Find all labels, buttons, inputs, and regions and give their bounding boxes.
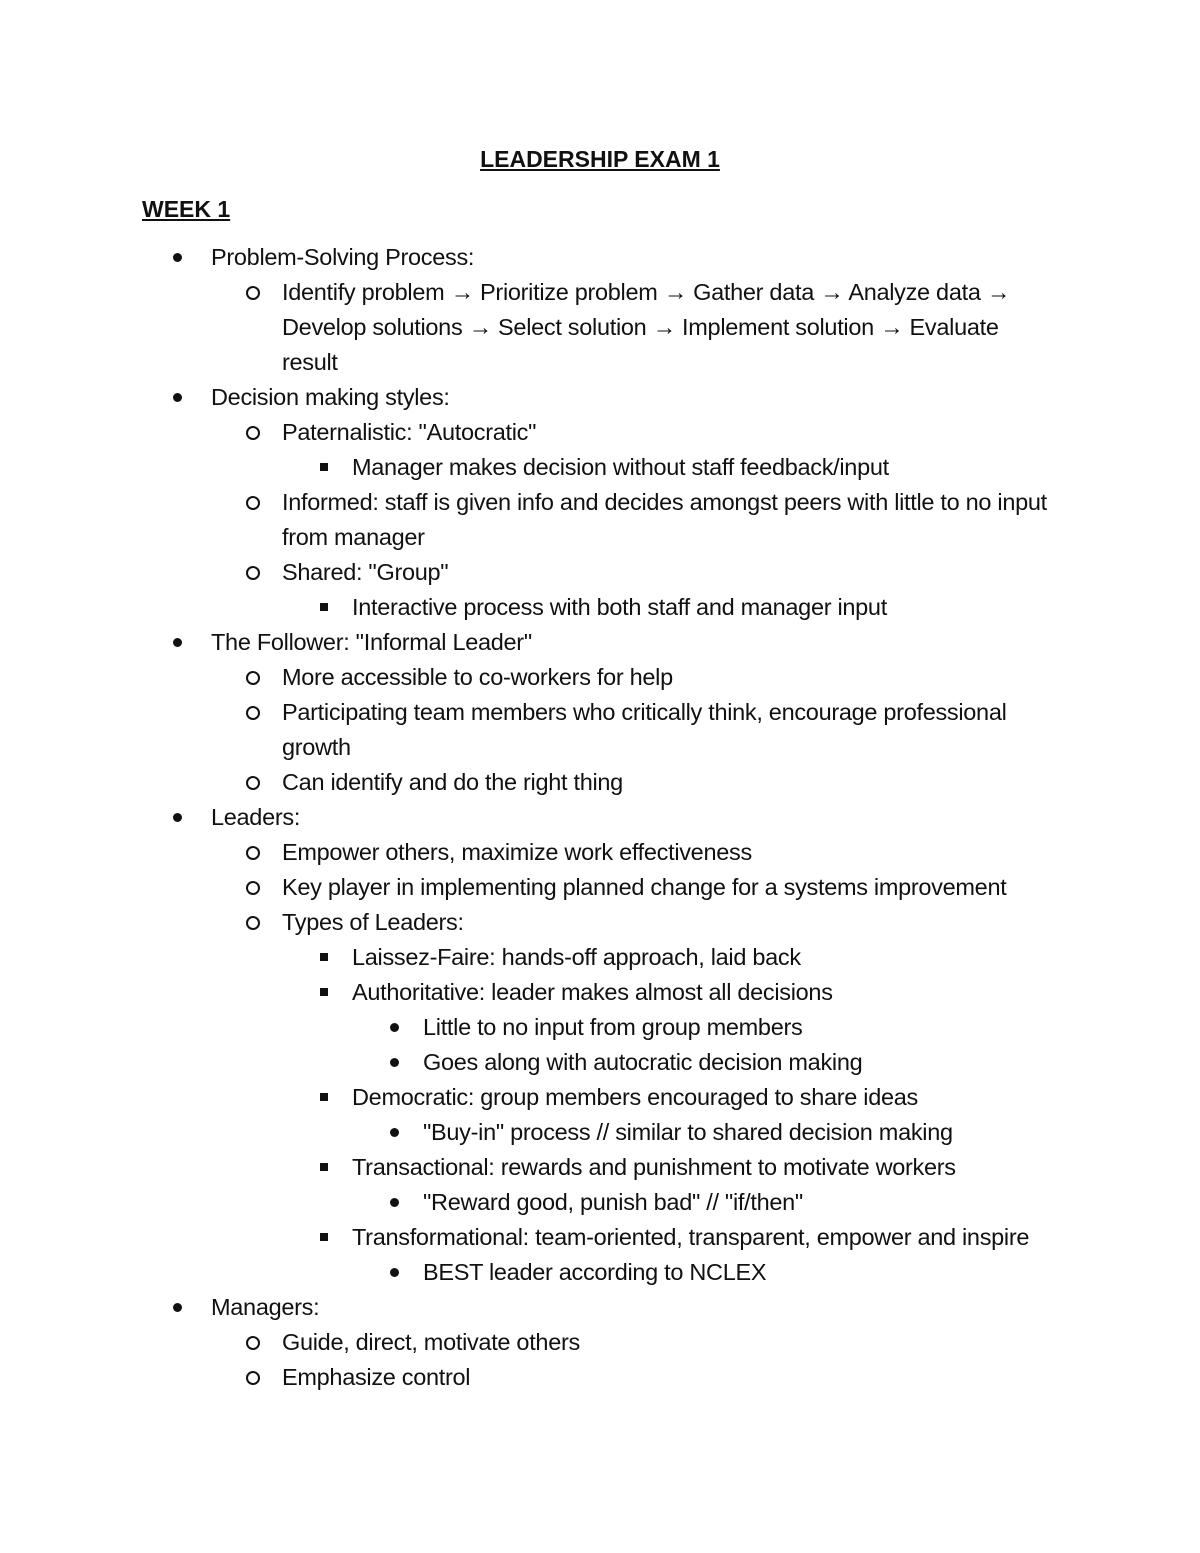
list-item-text: Participating team members who critically think, encourage professional xyxy=(282,699,1007,725)
list-item xyxy=(0,695,1200,730)
bullet-dot-icon xyxy=(390,1268,399,1277)
list-item xyxy=(0,940,1200,975)
list-item-text: Managers: xyxy=(211,1294,320,1320)
list-item-text: Interactive process with both staff and manager input xyxy=(352,594,887,620)
list-item xyxy=(0,1290,1200,1325)
list-item-text: "Reward good, punish bad" // "if/then" xyxy=(423,1189,803,1215)
bullet-circle-icon xyxy=(246,566,260,580)
bullet-circle-icon xyxy=(246,671,260,685)
list-item-text: Identify problem → Prioritize problem → Gather data → Analyze data → xyxy=(282,279,1011,305)
list-item-continuation xyxy=(0,730,1200,765)
list-item xyxy=(0,275,1200,310)
bullet-dot-icon xyxy=(173,813,182,822)
list-item-text: Develop solutions → Select solution → Implement solution → Evaluate xyxy=(282,314,999,340)
list-item xyxy=(0,905,1200,940)
list-item-continuation xyxy=(0,520,1200,555)
list-item-continuation xyxy=(0,310,1200,345)
list-item xyxy=(0,765,1200,800)
list-item-text: Decision making styles: xyxy=(211,384,450,410)
bullet-dot-icon xyxy=(390,1023,399,1032)
bullet-dot-icon xyxy=(390,1198,399,1207)
list-item-text: BEST leader according to NCLEX xyxy=(423,1259,767,1285)
bullet-dot-icon xyxy=(390,1128,399,1137)
list-item-text: Transformational: team-oriented, transparent, empower and inspire xyxy=(352,1224,1030,1250)
bullet-square-icon xyxy=(320,603,328,611)
list-item-text: Leaders: xyxy=(211,804,301,830)
bullet-circle-icon xyxy=(246,706,260,720)
list-item-text: Informed: staff is given info and decides amongst peers with little to no input xyxy=(282,489,1047,515)
list-item xyxy=(0,1360,1200,1395)
bullet-dot-icon xyxy=(173,638,182,647)
list-item-text: Little to no input from group members xyxy=(423,1014,803,1040)
list-item-text: Paternalistic: "Autocratic" xyxy=(282,419,537,445)
list-item xyxy=(0,590,1200,625)
list-item xyxy=(0,660,1200,695)
list-item xyxy=(0,240,1200,275)
list-item xyxy=(0,870,1200,905)
list-item-continuation xyxy=(0,345,1200,380)
list-item xyxy=(0,1080,1200,1115)
bullet-circle-icon xyxy=(246,916,260,930)
bullet-circle-icon xyxy=(246,776,260,790)
list-item-text: Emphasize control xyxy=(282,1364,471,1390)
bullet-square-icon xyxy=(320,953,328,961)
list-item xyxy=(0,555,1200,590)
list-item-text: Guide, direct, motivate others xyxy=(282,1329,580,1355)
bullet-square-icon xyxy=(320,1163,328,1171)
bullet-circle-icon xyxy=(246,286,260,300)
list-item-text: Authoritative: leader makes almost all decisions xyxy=(352,979,833,1005)
bullet-circle-icon xyxy=(246,1371,260,1385)
list-item-text: Democratic: group members encouraged to share ideas xyxy=(352,1084,918,1110)
list-item-text: Shared: "Group" xyxy=(282,559,449,585)
bullet-circle-icon xyxy=(246,1336,260,1350)
bullet-square-icon xyxy=(320,463,328,471)
bullet-circle-icon xyxy=(246,881,260,895)
list-item-text: Manager makes decision without staff feedback/input xyxy=(352,454,889,480)
list-item-text: Can identify and do the right thing xyxy=(282,769,623,795)
list-item xyxy=(0,1115,1200,1150)
bullet-dot-icon xyxy=(173,1303,182,1312)
list-item xyxy=(0,625,1200,660)
list-item xyxy=(0,380,1200,415)
bullet-square-icon xyxy=(320,988,328,996)
list-item-text: Goes along with autocratic decision making xyxy=(423,1049,863,1075)
list-item xyxy=(0,1255,1200,1290)
list-item xyxy=(0,1150,1200,1185)
list-item xyxy=(0,450,1200,485)
list-item-text: Laissez-Faire: hands-off approach, laid back xyxy=(352,944,801,970)
list-item xyxy=(0,1220,1200,1255)
list-item xyxy=(0,1185,1200,1220)
bullet-square-icon xyxy=(320,1233,328,1241)
bullet-circle-icon xyxy=(246,496,260,510)
list-item xyxy=(0,485,1200,520)
bullet-dot-icon xyxy=(173,393,182,402)
list-item-text: growth xyxy=(282,734,351,760)
bullet-dot-icon xyxy=(390,1058,399,1067)
list-item xyxy=(0,1045,1200,1080)
list-item-text: "Buy-in" process // similar to shared decision making xyxy=(423,1119,953,1145)
list-item-text: from manager xyxy=(282,524,425,550)
list-item-text: Transactional: rewards and punishment to motivate workers xyxy=(352,1154,956,1180)
list-item-text: Types of Leaders: xyxy=(282,909,464,935)
bullet-square-icon xyxy=(320,1093,328,1101)
bullet-dot-icon xyxy=(173,253,182,262)
week-heading: WEEK 1 xyxy=(142,196,231,222)
list-item-text: Key player in implementing planned change for a systems improvement xyxy=(282,874,1007,900)
bullet-circle-icon xyxy=(246,426,260,440)
list-item-text: Problem-Solving Process: xyxy=(211,244,475,270)
list-item xyxy=(0,1325,1200,1360)
list-item-text: More accessible to co-workers for help xyxy=(282,664,673,690)
list-item xyxy=(0,835,1200,870)
bullet-circle-icon xyxy=(246,846,260,860)
list-item-text: The Follower: "Informal Leader" xyxy=(211,629,532,655)
list-item-text: Empower others, maximize work effectiveness xyxy=(282,839,752,865)
notes-outline xyxy=(0,240,1200,1395)
list-item xyxy=(0,800,1200,835)
list-item-text: result xyxy=(282,349,338,375)
list-item xyxy=(0,1010,1200,1045)
document-title: LEADERSHIP EXAM 1 xyxy=(480,146,720,172)
list-item xyxy=(0,415,1200,450)
list-item xyxy=(0,975,1200,1010)
